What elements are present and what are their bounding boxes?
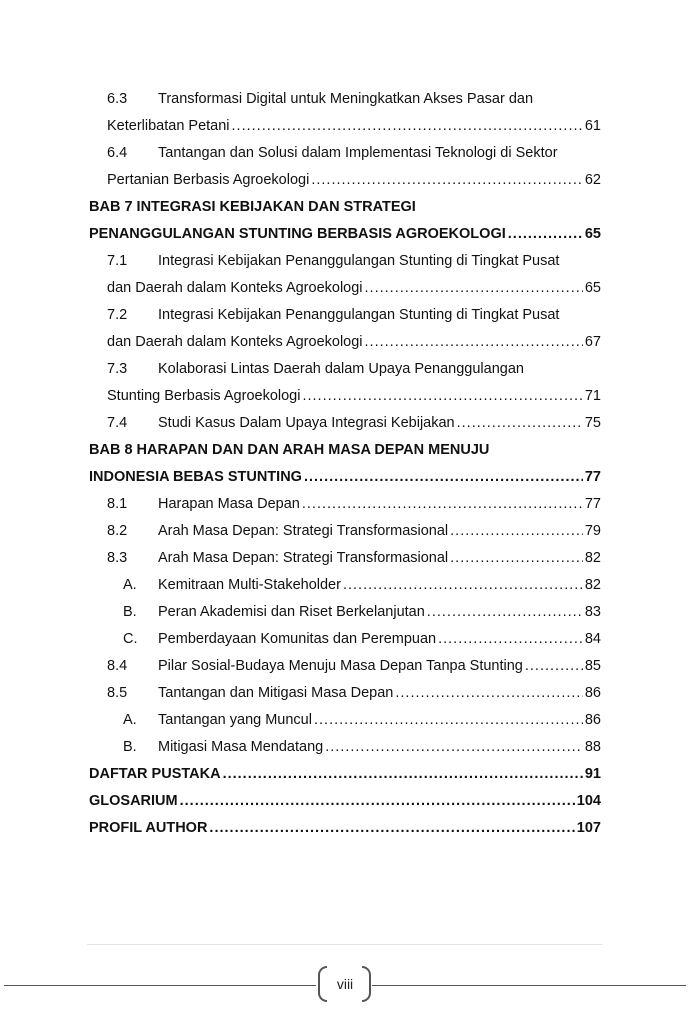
toc-number: 8.4: [107, 658, 128, 674]
toc-leader: [209, 815, 574, 842]
toc-letter: B.: [123, 739, 137, 755]
toc-page: 75: [584, 415, 601, 431]
toc-leader: [450, 545, 583, 572]
toc-leader: [438, 626, 583, 653]
toc-number: 7.2: [107, 307, 128, 323]
toc-title: Keterlibatan Petani: [107, 118, 230, 134]
toc-entry-8-2[interactable]: [89, 518, 601, 545]
toc-page: 65: [584, 226, 601, 242]
toc-leader: [343, 572, 583, 599]
toc-number: 8.3: [107, 550, 128, 566]
page-number: viii: [336, 976, 354, 992]
toc-page: 91: [584, 766, 601, 782]
toc-letter: A.: [123, 712, 137, 728]
toc-title: dan Daerah dalam Konteks Agroekologi: [107, 334, 363, 350]
toc-page: 67: [584, 334, 601, 350]
toc-daftar-pustaka[interactable]: [89, 761, 601, 788]
toc-entry-8-4[interactable]: [89, 653, 601, 680]
toc-title: Tantangan dan Mitigasi Masa Depan: [158, 685, 394, 701]
toc-number: 8.5: [107, 685, 128, 701]
toc-leader: [302, 491, 583, 518]
toc-leader: [508, 221, 583, 248]
toc-chapter-title: INDONESIA BEBAS STUNTING: [89, 469, 302, 485]
toc-title: dan Daerah dalam Konteks Agroekologi: [107, 280, 363, 296]
toc-title: Peran Akademisi dan Riset Berkelanjutan: [158, 604, 425, 620]
toc-entry-6-4-cont[interactable]: [89, 167, 601, 194]
toc-number: 7.4: [107, 415, 128, 431]
toc-letter: A.: [123, 577, 137, 593]
toc-title: Pemberdayaan Komunitas dan Perempuan: [158, 631, 437, 647]
toc-glosarium[interactable]: [89, 788, 601, 815]
footer-rule-right: [372, 985, 686, 986]
toc-title: Pertanian Berbasis Agroekologi: [107, 172, 310, 188]
toc-entry-8-1[interactable]: [89, 491, 601, 518]
toc-title: Studi Kasus Dalam Upaya Integrasi Kebijakan: [158, 415, 455, 431]
toc-title: Kolaborasi Lintas Daerah dalam Upaya Penanggulangan: [158, 361, 524, 377]
toc-number: 7.1: [107, 253, 128, 269]
toc-leader: [525, 653, 583, 680]
toc-leader: [232, 113, 583, 140]
toc-number: 7.3: [107, 361, 128, 377]
toc-leader: [457, 410, 583, 437]
toc-title: Pilar Sosial-Budaya Menuju Masa Depan Tanpa Stunting: [158, 658, 523, 674]
toc-subentry-8-5-a[interactable]: [89, 707, 601, 734]
toc-profil-author[interactable]: [89, 815, 601, 842]
toc-page: 88: [584, 739, 601, 755]
toc-chapter-title: BAB 7 INTEGRASI KEBIJAKAN DAN STRATEGI: [89, 199, 416, 215]
toc-title: Harapan Masa Depan: [158, 496, 300, 512]
toc-entry-8-3[interactable]: [89, 545, 601, 572]
toc-leader: [365, 329, 583, 356]
toc-subentry-8-3-a[interactable]: [89, 572, 601, 599]
toc-leader: [180, 788, 575, 815]
toc-page: 82: [584, 550, 601, 566]
toc-page: 83: [584, 604, 601, 620]
toc-entry-7-1[interactable]: [89, 248, 601, 275]
toc-leader: [427, 599, 583, 626]
table-of-contents: [89, 86, 601, 842]
toc-chapter-title: PENANGGULANGAN STUNTING BERBASIS AGROEKOLOGI: [89, 226, 506, 242]
toc-title: Integrasi Kebijakan Penanggulangan Stunting di Tingkat Pusat: [158, 253, 560, 269]
toc-page: 104: [576, 793, 601, 809]
toc-entry-7-2[interactable]: [89, 302, 601, 329]
toc-entry-6-3[interactable]: [89, 86, 601, 113]
toc-leader: [304, 464, 583, 491]
toc-title: Integrasi Kebijakan Penanggulangan Stunting di Tingkat Pusat: [158, 307, 560, 323]
toc-entry-6-3-cont[interactable]: [89, 113, 601, 140]
toc-title: Kemitraan Multi-Stakeholder: [158, 577, 341, 593]
toc-number: 6.4: [107, 145, 128, 161]
toc-chapter-title: BAB 8 HARAPAN DAN DAN ARAH MASA DEPAN MENUJU: [89, 442, 490, 458]
toc-subentry-8-3-c[interactable]: [89, 626, 601, 653]
toc-page: 62: [584, 172, 601, 188]
toc-leader: [311, 167, 583, 194]
toc-number: 8.1: [107, 496, 128, 512]
toc-entry-7-4[interactable]: [89, 410, 601, 437]
toc-leader: [450, 518, 583, 545]
toc-title: Tantangan yang Muncul: [158, 712, 312, 728]
toc-entry-7-3-cont[interactable]: [89, 383, 601, 410]
toc-number: 8.2: [107, 523, 128, 539]
toc-number: 6.3: [107, 91, 128, 107]
page-divider: [87, 944, 603, 945]
toc-page: 79: [584, 523, 601, 539]
toc-entry-7-2-cont[interactable]: [89, 329, 601, 356]
toc-entry-7-1-cont[interactable]: [89, 275, 601, 302]
toc-chapter-8-cont[interactable]: [89, 464, 601, 491]
toc-leader: [302, 383, 582, 410]
toc-title: Mitigasi Masa Mendatang: [158, 739, 324, 755]
toc-letter: B.: [123, 604, 137, 620]
toc-entry-7-3[interactable]: [89, 356, 601, 383]
toc-entry-6-4[interactable]: [89, 140, 601, 167]
footer-rule-left: [4, 985, 316, 986]
toc-title: Transformasi Digital untuk Meningkatkan Akses Pasar dan: [158, 91, 534, 107]
toc-page: 107: [576, 820, 601, 836]
toc-title: Stunting Berbasis Agroekologi: [107, 388, 301, 404]
toc-page: 61: [584, 118, 601, 134]
toc-page: 84: [584, 631, 601, 647]
toc-chapter-title: GLOSARIUM: [89, 793, 178, 809]
toc-page: 86: [584, 712, 601, 728]
toc-title: Arah Masa Depan: Strategi Transformasional: [158, 523, 449, 539]
toc-title: Tantangan dan Solusi dalam Implementasi Teknologi di Sektor: [158, 145, 558, 161]
toc-entry-8-5[interactable]: [89, 680, 601, 707]
toc-letter: C.: [123, 631, 138, 647]
toc-subentry-8-5-b[interactable]: [89, 734, 601, 761]
toc-page: 71: [584, 388, 601, 404]
toc-chapter-7[interactable]: [89, 194, 601, 221]
toc-title: Arah Masa Depan: Strategi Transformasional: [158, 550, 449, 566]
toc-chapter-title: PROFIL AUTHOR: [89, 820, 208, 836]
toc-leader: [223, 761, 583, 788]
toc-subentry-8-3-b[interactable]: [89, 599, 601, 626]
toc-leader: [365, 275, 583, 302]
toc-page: 77: [584, 496, 601, 512]
toc-chapter-7-cont[interactable]: [89, 221, 601, 248]
toc-page: 86: [584, 685, 601, 701]
toc-leader: [325, 734, 583, 761]
toc-chapter-title: DAFTAR PUSTAKA: [89, 766, 221, 782]
toc-page: 65: [584, 280, 601, 296]
toc-leader: [314, 707, 583, 734]
toc-leader: [395, 680, 582, 707]
toc-page: 77: [584, 469, 601, 485]
toc-page: 85: [584, 658, 601, 674]
toc-chapter-8[interactable]: [89, 437, 601, 464]
toc-page: 82: [584, 577, 601, 593]
